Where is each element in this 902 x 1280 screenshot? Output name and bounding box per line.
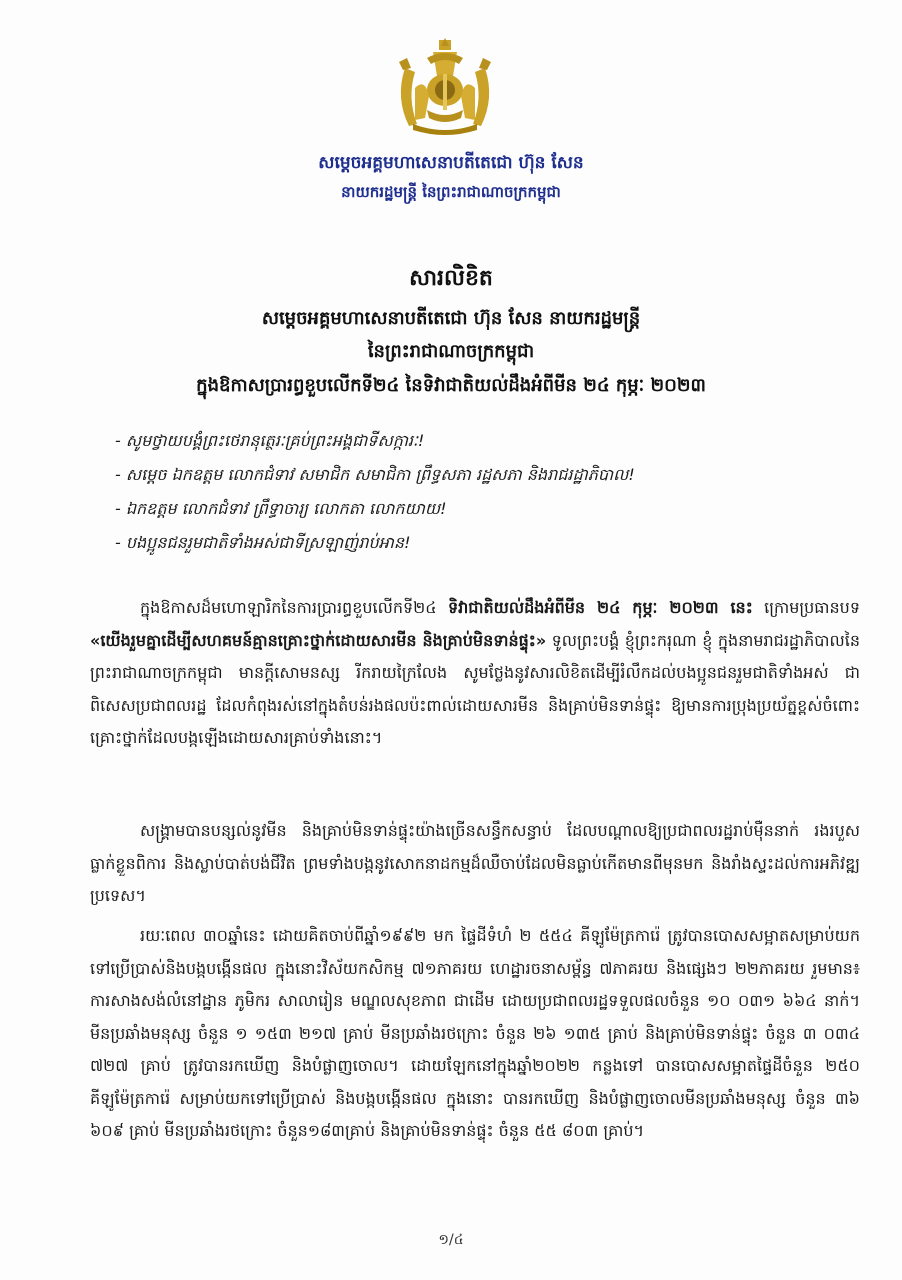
greeting-item: - សម្ដេច ឯកឧត្តម លោកជំទាវ សមាជិក សមាជិកា ព្រឹទ្ធសភា រដ្ឋសភា និងរាជរដ្ឋាភិបាល! xyxy=(115,465,635,484)
body-paragraph-3: រយៈពេល ៣០ឆ្នាំនេះ ដោយគិតចាប់ពីឆ្នាំ១៩៩២ មក ផ្ទៃដីទំហំ ២ ៥៥៤ គីឡូម៉ែត្រការ៉េ ត្រូវបានបោសសម្អាតសម្រាប់យកទៅប្រើប្រាស់និងបង្កបង្កើនផល ក្នុងនោះវិស័យកសិកម្ម ៧១ភាគរយ ហេដ្ឋារចនាសម្ព័ន្ធ ៧ភាគរយ និងផ្សេងៗ ២២ភាគរយ រួមមាន៖ ការសាងសង់លំនៅដ្ឋាន ភូមិករ សាលារៀន មណ្ឌលសុខភាព ជាដើម ដោយប្រជាពលរដ្ឋទទួលផលចំនួន ១០ ០៣១ ៦៦៤ នាក់។ មីនប្រឆាំងមនុស្ស ចំនួន ១ ១៥៣ ២១៧ គ្រាប់ មីនប្រឆាំងរថក្រោះ ចំនួន ២៦ ១៣៥ គ្រាប់ និងគ្រាប់មិនទាន់ផ្ទុះ ចំនួន ៣ ០៣៤ ៧២៧ គ្រាប់ ត្រូវបានរកឃើញ និងបំផ្លាញចោល។ ដោយឡែកនៅក្នុងឆ្នាំ២០២២ កន្លងទៅ បានបោសសម្អាតផ្ទៃដីចំនួន ២៥០ គីឡូម៉ែត្រការ៉េ សម្រាប់យកទៅប្រើប្រាស់ និងបង្កបង្កើនផល ក្នុងនោះ បានរកឃើញ និងបំផ្លាញចោលមីនប្រឆាំងមនុស្ស ចំនួន ៣៦ ៦០៩ គ្រាប់ មីនប្រឆាំងរថក្រោះ ចំនួន១៨៣គ្រាប់ និងគ្រាប់មិនទាន់ផ្ទុះ ចំនួន ៥៥ ៨០៣ គ្រាប់។ xyxy=(90,926,860,1140)
header-name-line: សម្ដេចអគ្គមហាសេនាបតីតេជោ ហ៊ុន សែន xyxy=(318,153,584,173)
header-title-line: នាយករដ្ឋមន្ត្រី នៃព្រះរាជាណាចក្រកម្ពុជា xyxy=(341,183,561,201)
document-type-title: សារលិខិត xyxy=(409,266,493,291)
p1-start: ក្នុងឱកាសដ៏មហោឡារិកនៃការប្រារព្ធខួបលើកទី២៤ xyxy=(140,598,448,617)
p1-bold-theme: «យើងរួមគ្នាដើម្បីសហគមន៍គ្មានគ្រោះថ្នាក់ដោយសារមីន និងគ្រាប់មិនទាន់ផ្ទុះ» xyxy=(90,630,547,650)
greeting-list xyxy=(115,430,835,566)
p1-mid: ក្រោមប្រធានបទ xyxy=(752,598,860,617)
side-watermark xyxy=(4,500,18,800)
body-paragraph-1 xyxy=(90,592,860,792)
page-number: ១/៤ xyxy=(438,1232,464,1248)
greeting-item: - ឯកឧត្តម លោកជំទាវ ព្រឹទ្ធាចារ្យ លោកតា លោកយាយ! xyxy=(115,499,447,518)
royal-emblem-icon xyxy=(385,38,505,138)
title-line-2: នៃព្រះរាជាណាចក្រកម្ពុជា xyxy=(367,341,535,362)
greeting-item: - សូមថ្វាយបង្គំព្រះថេរានុត្ថេរៈគ្រប់ព្រះអង្គជាទីសក្ការៈ! xyxy=(115,431,425,450)
title-line-3: ក្នុងឱកាសប្រារព្ធខួបលើកទី២៤ នៃទិវាជាតិយល់ដឹងអំពីមីន ២៤ កុម្ភៈ ២០២៣ xyxy=(196,375,706,396)
greeting-item: - បងប្អូនជនរួមជាតិទាំងអស់ជាទីស្រឡាញ់រាប់អាន! xyxy=(115,533,411,552)
p1-bold-day: ទិវាជាតិយល់ដឹងអំពីមីន ២៤ កុម្ភៈ ២០២៣ នេះ xyxy=(447,598,753,617)
title-line-1: សម្ដេចអគ្គមហាសេនាបតីតេជោ ហ៊ុន សែន នាយករដ្ឋមន្ត្រី xyxy=(261,308,641,329)
p1-end: ទូលព្រះបង្គំ ខ្ញុំព្រះករុណា ខ្ញុំ ក្នុងនាមរាជរដ្ឋាភិបាលនៃព្រះរាជាណាចក្រកម្ពុជា មានក្ដីសោមនស្ស រីករាយក្រៃលែង សូមថ្លែងនូវសារលិខិតដើម្បីរំលឹកដល់បងប្អូនជនរួមជាតិទាំងអស់ ជាពិសេសប្រជាពលរដ្ឋ ដែលកំពុងរស់នៅក្នុងតំបន់រងផលប៉ះពាល់ដោយសារមីន និងគ្រាប់មិនទាន់ផ្ទុះ ឱ្យមានការប្រុងប្រយ័ត្នខ្ពស់ចំពោះគ្រោះថ្នាក់ដែលបង្កឡើងដោយសារគ្រាប់ទាំងនោះ។ xyxy=(90,630,861,747)
body-paragraph-2: សង្គ្រាមបានបន្សល់នូវមីន និងគ្រាប់មិនទាន់ផ្ទុះយ៉ាងច្រើនសន្ធឹកសន្ធាប់ ដែលបណ្ដាលឱ្យប្រជាពលរដ្ឋរាប់ម៉ឺននាក់ រងរបួស ធ្លាក់ខ្លួនពិការ និងស្លាប់បាត់បង់ជីវិត ព្រមទាំងបង្កនូវសោកនាដកម្មដ៏ឈឺចាប់ដែលមិនធ្លាប់កើតមានពីមុនមក និងរាំងស្ទះដល់ការអភិវឌ្ឍប្រទេស។ xyxy=(90,821,860,905)
